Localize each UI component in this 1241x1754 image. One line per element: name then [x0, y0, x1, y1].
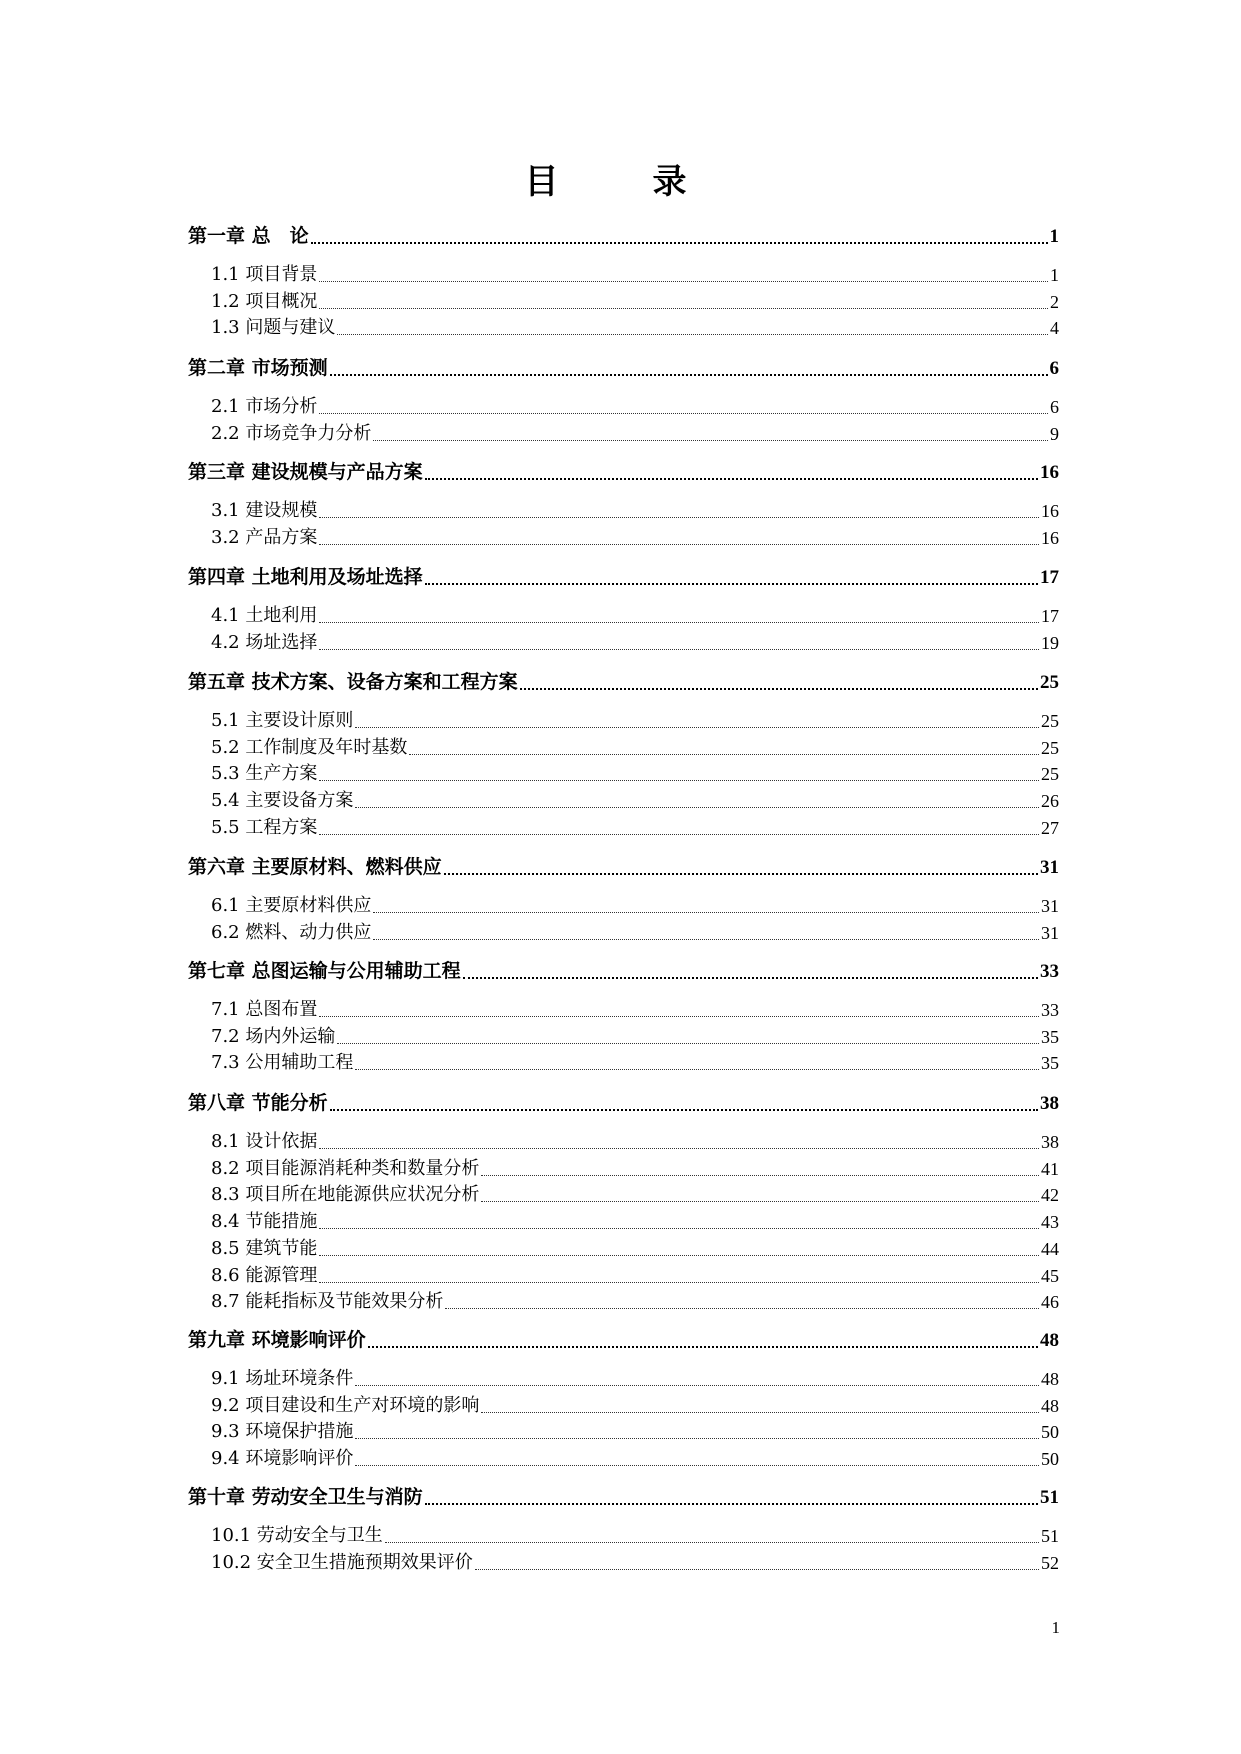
toc-leader-dots: [319, 1015, 1039, 1017]
toc-section-entry[interactable]: [0, 920, 1241, 944]
toc-entry-title: 第八章 节能分析: [188, 1092, 328, 1114]
toc-entry-title: 5.2 工作制度及年时基数: [211, 736, 408, 758]
toc-section-entry[interactable]: [0, 1523, 1241, 1547]
page-title: 目 录: [524, 162, 717, 202]
toc-leader-dots: [520, 686, 1038, 690]
toc-entry-page: 50: [1041, 1449, 1059, 1470]
toc-section-entry[interactable]: [0, 1419, 1241, 1443]
toc-section-entry[interactable]: [0, 735, 1241, 759]
toc-entry-title: 2.1 市场分析: [211, 396, 318, 417]
toc-entry-page: 16: [1041, 527, 1059, 548]
toc-entry-page: 19: [1041, 632, 1059, 653]
toc-entry-page: 31: [1040, 857, 1059, 878]
toc-leader-dots: [355, 1464, 1039, 1466]
toc-entry-title: 5.5 工程方案: [211, 816, 318, 838]
toc-entry-title: 5.1 主要设计原则: [211, 710, 354, 731]
toc-entry-title: 第六章 主要原材料、燃料供应: [188, 856, 442, 878]
toc-chapter-entry[interactable]: [0, 354, 1241, 380]
toc-entry-title: 3.2 产品方案: [211, 526, 318, 548]
toc-section-entry[interactable]: [0, 1129, 1241, 1153]
toc-entry-page: 33: [1041, 1000, 1059, 1020]
toc-entry-title: 8.2 项目能源消耗种类和数量分析: [211, 1157, 480, 1179]
toc-section-entry[interactable]: [0, 1263, 1241, 1287]
toc-leader-dots: [319, 543, 1039, 545]
toc-entry-title: 第七章 总图运输与公用辅助工程: [188, 960, 461, 982]
toc-leader-dots: [319, 516, 1039, 518]
toc-section-entry[interactable]: [0, 1289, 1241, 1313]
toc-leader-dots: [337, 333, 1048, 335]
toc-leader-dots: [355, 726, 1039, 728]
toc-entry-title: 8.6 能源管理: [211, 1264, 318, 1286]
toc-chapter-entry[interactable]: [0, 957, 1241, 983]
toc-leader-dots: [409, 753, 1039, 755]
toc-entry-page: 41: [1041, 1158, 1059, 1179]
toc-leader-dots: [311, 240, 1048, 244]
toc-leader-dots: [368, 1344, 1038, 1348]
toc-leader-dots: [373, 938, 1039, 940]
toc-leader-dots: [319, 779, 1039, 781]
toc-section-entry[interactable]: [0, 603, 1241, 627]
toc-entry-page: 17: [1040, 567, 1059, 588]
toc-entry-title: 第三章 建设规模与产品方案: [188, 461, 423, 483]
toc-chapter-entry[interactable]: [0, 1089, 1241, 1115]
toc-entry-page: 42: [1041, 1185, 1059, 1206]
toc-leader-dots: [481, 1200, 1039, 1202]
toc-entry-page: 35: [1041, 1053, 1059, 1074]
toc-entry-title: 9.4 环境影响评价: [211, 1448, 354, 1470]
toc-section-entry[interactable]: [0, 815, 1241, 839]
toc-entry-page: 6: [1050, 397, 1059, 417]
toc-section-entry[interactable]: [0, 893, 1241, 917]
toc-entry-title: 7.2 场内外运输: [211, 1025, 336, 1047]
toc-section-entry[interactable]: [0, 788, 1241, 812]
toc-entry-page: 9: [1050, 423, 1059, 444]
toc-entry-page: 48: [1041, 1369, 1059, 1389]
toc-section-entry[interactable]: [0, 315, 1241, 339]
toc-entry-title: 9.1 场址环境条件: [211, 1368, 354, 1389]
toc-entry-title: 2.2 市场竞争力分析: [211, 422, 372, 444]
toc-entry-page: 17: [1041, 606, 1059, 626]
toc-entry-page: 16: [1040, 462, 1059, 483]
toc-section-entry[interactable]: [0, 1209, 1241, 1233]
toc-section-entry[interactable]: [0, 1050, 1241, 1074]
toc-chapter-entry[interactable]: [0, 853, 1241, 879]
toc-entry-page: 31: [1041, 896, 1059, 916]
toc-entry-title: 第一章 总 论: [188, 225, 309, 247]
toc-section-entry[interactable]: [0, 1182, 1241, 1206]
toc-leader-dots: [444, 871, 1038, 875]
toc-entry-title: 第十章 劳动安全卫生与消防: [188, 1486, 423, 1508]
toc-entry-page: 48: [1041, 1395, 1059, 1416]
toc-leader-dots: [355, 1437, 1039, 1439]
page-number: 1: [1051, 1618, 1060, 1637]
toc-entry-title: 1.2 项目概况: [211, 290, 318, 312]
toc-entry-title: 1.1 项目背景: [211, 264, 318, 285]
toc-chapter-entry[interactable]: [0, 222, 1241, 248]
toc-leader-dots: [425, 1501, 1038, 1505]
toc-chapter-entry[interactable]: [0, 563, 1241, 589]
toc-chapter-entry[interactable]: [0, 668, 1241, 694]
toc-leader-dots: [319, 833, 1039, 835]
toc-entry-page: 35: [1041, 1026, 1059, 1047]
toc-section-entry[interactable]: [0, 1550, 1241, 1574]
toc-entry-page: 25: [1041, 737, 1059, 758]
toc-chapter-entry[interactable]: [0, 1483, 1241, 1509]
toc-leader-dots: [463, 975, 1038, 979]
toc-entry-title: 第四章 土地利用及场址选择: [188, 566, 423, 588]
toc-entry-page: 25: [1040, 672, 1059, 693]
toc-entry-page: 1: [1049, 226, 1059, 247]
toc-section-entry[interactable]: [0, 1366, 1241, 1390]
toc-section-entry[interactable]: [0, 289, 1241, 313]
toc-entry-page: 33: [1040, 961, 1059, 982]
toc-leader-dots: [319, 412, 1048, 414]
toc-entry-title: 6.2 燃料、动力供应: [211, 921, 372, 943]
toc-entry-title: 4.2 场址选择: [211, 631, 318, 653]
toc-entry-page: 25: [1041, 764, 1059, 785]
toc-entry-title: 5.3 生产方案: [211, 763, 318, 785]
toc-entry-page: 52: [1041, 1552, 1059, 1573]
toc-section-entry[interactable]: [0, 630, 1241, 654]
toc-entry-page: 27: [1041, 817, 1059, 838]
toc-chapter-entry[interactable]: [0, 1326, 1241, 1352]
toc-entry-page: 38: [1041, 1132, 1059, 1152]
toc-entry-title: 8.4 节能措施: [211, 1211, 318, 1233]
toc-leader-dots: [319, 648, 1039, 650]
toc-entry-title: 10.2 安全卫生措施预期效果评价: [211, 1551, 473, 1573]
toc-entry-title: 9.3 环境保护措施: [211, 1421, 354, 1443]
toc-entry-title: 7.1 总图布置: [211, 999, 318, 1020]
toc-entry-page: 31: [1041, 922, 1059, 943]
toc-section-entry[interactable]: [0, 761, 1241, 785]
toc-entry-page: 4: [1050, 318, 1059, 339]
toc-section-entry[interactable]: [0, 262, 1241, 286]
toc-leader-dots: [355, 1068, 1039, 1070]
toc-entry-title: 8.3 项目所在地能源供应状况分析: [211, 1184, 480, 1206]
toc-entry-page: 45: [1041, 1265, 1059, 1286]
toc-leader-dots: [337, 1042, 1039, 1044]
toc-entry-title: 8.5 建筑节能: [211, 1237, 318, 1259]
toc-leader-dots: [319, 1281, 1039, 1283]
toc-section-entry[interactable]: [0, 1024, 1241, 1048]
toc-section-entry[interactable]: [0, 525, 1241, 549]
toc-entry-title: 8.7 能耗指标及节能效果分析: [211, 1291, 444, 1313]
toc-leader-dots: [445, 1307, 1039, 1309]
toc-entry-page: 46: [1041, 1292, 1059, 1313]
toc-leader-dots: [373, 911, 1039, 913]
toc-entry-page: 16: [1041, 501, 1059, 521]
toc-entry-page: 26: [1041, 791, 1059, 812]
toc-entry-page: 43: [1041, 1212, 1059, 1233]
toc-entry-title: 第五章 技术方案、设备方案和工程方案: [188, 671, 518, 693]
toc-leader-dots: [425, 476, 1038, 480]
toc-leader-dots: [319, 280, 1048, 282]
toc-entry-title: 5.4 主要设备方案: [211, 790, 354, 812]
toc-section-entry[interactable]: [0, 421, 1241, 445]
toc-section-entry[interactable]: [0, 708, 1241, 732]
toc-section-entry[interactable]: [0, 1236, 1241, 1260]
toc-leader-dots: [355, 1384, 1039, 1386]
toc-leader-dots: [355, 806, 1039, 808]
toc-entry-title: 10.1 劳动安全与卫生: [211, 1525, 383, 1546]
toc-entry-title: 7.3 公用辅助工程: [211, 1052, 354, 1074]
toc-leader-dots: [319, 1254, 1039, 1256]
toc-entry-page: 25: [1041, 711, 1059, 731]
toc-section-entry[interactable]: [0, 1156, 1241, 1180]
toc-leader-dots: [425, 581, 1038, 585]
toc-leader-dots: [385, 1541, 1039, 1543]
toc-entry-page: 50: [1041, 1422, 1059, 1443]
toc-section-entry[interactable]: [0, 1446, 1241, 1470]
toc-section-entry[interactable]: [0, 1393, 1241, 1417]
toc-leader-dots: [319, 1147, 1039, 1149]
toc-entry-page: 51: [1040, 1487, 1059, 1508]
toc-entry-page: 6: [1049, 358, 1059, 379]
toc-entry-title: 3.1 建设规模: [211, 500, 318, 521]
toc-entry-title: 8.1 设计依据: [211, 1131, 318, 1152]
toc-entry-title: 6.1 主要原材料供应: [211, 895, 372, 916]
toc-entry-title: 第二章 市场预测: [188, 357, 328, 379]
toc-entry-title: 第九章 环境影响评价: [188, 1329, 366, 1351]
toc-entry-title: 4.1 土地利用: [211, 605, 318, 626]
toc-leader-dots: [481, 1411, 1039, 1413]
toc-section-entry[interactable]: [0, 498, 1241, 522]
toc-section-entry[interactable]: [0, 997, 1241, 1021]
toc-leader-dots: [319, 1227, 1039, 1229]
toc-leader-dots: [319, 621, 1039, 623]
toc-leader-dots: [319, 307, 1048, 309]
toc-section-entry[interactable]: [0, 394, 1241, 418]
toc-entry-page: 38: [1040, 1093, 1059, 1114]
toc-leader-dots: [330, 1107, 1038, 1111]
toc-entry-page: 48: [1040, 1330, 1059, 1351]
toc-entry-title: 1.3 问题与建议: [211, 317, 336, 339]
toc-entry-page: 51: [1041, 1526, 1059, 1546]
toc-leader-dots: [330, 372, 1048, 376]
toc-leader-dots: [373, 439, 1048, 441]
toc-leader-dots: [481, 1174, 1039, 1176]
toc-entry-page: 1: [1050, 265, 1059, 285]
toc-leader-dots: [475, 1568, 1039, 1570]
toc-entry-page: 44: [1041, 1238, 1059, 1259]
toc-entry-page: 2: [1050, 291, 1059, 312]
toc-entry-title: 9.2 项目建设和生产对环境的影响: [211, 1394, 480, 1416]
toc-chapter-entry[interactable]: [0, 458, 1241, 484]
